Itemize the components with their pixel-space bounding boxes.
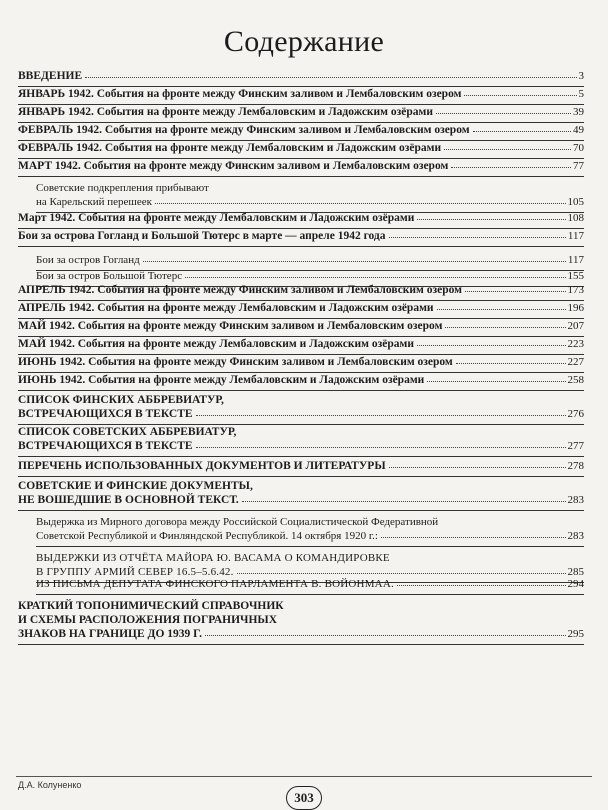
toc-entry-text: ВВЕДЕНИЕ (18, 70, 83, 82)
toc-entry-text: СПИСОК СОВЕТСКИХ АББРЕВИАТУР, (18, 426, 237, 438)
toc-entry-text: ЗНАКОВ НА ГРАНИЦЕ ДО 1939 Г. (18, 628, 203, 640)
dot-leader (437, 309, 566, 310)
toc-page-number: 283 (567, 530, 584, 542)
toc-entry-text: АПРЕЛЬ 1942. События на фронте между Лембаловским и Ладожским озёрами (18, 302, 434, 314)
dot-leader (427, 381, 565, 382)
toc-page-number: 277 (567, 440, 584, 452)
toc-page-number: 196 (567, 302, 584, 314)
toc-entry-text: ФЕВРАЛЬ 1942. События на фронте между Финским заливом и Лембаловским озером (18, 124, 470, 136)
toc-entry-text: ЯНВАРЬ 1942. События на фронте между Лембаловским и Ладожским озёрами (18, 106, 433, 118)
toc-page-number: 117 (567, 254, 584, 266)
entry-underline (36, 546, 584, 547)
toc-page-number: 285 (567, 566, 584, 578)
toc-entry-text: Бои за остров Большой Тютерс (36, 270, 183, 282)
toc-entry-text: МАЙ 1942. События на фронте между Лембаловским и Ладожским озёрами (18, 338, 414, 350)
toc-entry-text: ИЮНЬ 1942. События на фронте между Финским заливом и Лембаловским озером (18, 356, 453, 368)
toc-entry-text: Выдержка из Мирного договора между Российской Социалистической Федеративной (36, 516, 439, 528)
dot-leader (445, 327, 565, 328)
dot-leader (465, 291, 566, 292)
toc-page-number: 223 (567, 338, 584, 350)
entry-underline (18, 336, 584, 337)
toc-entry-text: Советские подкрепления прибывают (36, 182, 209, 194)
toc-entry-text: АПРЕЛЬ 1942. События на фронте между Финским заливом и Лембаловским озером (18, 284, 462, 296)
toc-page-number: 39 (573, 106, 584, 118)
toc-entry-text: И СХЕМЫ РАСПОЛОЖЕНИЯ ПОГРАНИЧНЫХ (18, 614, 278, 626)
toc-entry-text: ЯНВАРЬ 1942. События на фронте между Финским заливом и Лембаловским озером (18, 88, 462, 100)
entry-underline (18, 158, 584, 159)
toc-entry-text: ВСТРЕЧАЮЩИХСЯ В ТЕКСТЕ (18, 440, 193, 452)
dot-leader (242, 501, 566, 502)
toc-entry-text: МАРТ 1942. События на фронте между Финским заливом и Лембаловским озером (18, 160, 449, 172)
toc-page-number: 276 (567, 408, 584, 420)
toc-page-number: 105 (567, 196, 584, 208)
entry-underline (18, 456, 584, 457)
dot-leader (196, 447, 566, 448)
toc-page-number: 173 (567, 284, 584, 296)
toc-entry-text: СПИСОК ФИНСКИХ АББРЕВИАТУР, (18, 394, 224, 406)
page-number: 303 (286, 786, 322, 810)
toc-entry-text: КРАТКИЙ ТОПОНИМИЧЕСКИЙ СПРАВОЧНИК (18, 600, 284, 612)
toc-page-number: 117 (567, 230, 584, 242)
toc-page-number: 77 (573, 160, 584, 172)
entry-underline (18, 318, 584, 319)
toc-page-number: 227 (567, 356, 584, 368)
dot-leader (417, 219, 565, 220)
toc-entry-text: МАЙ 1942. События на фронте между Финским заливом и Лембаловским озером (18, 320, 443, 332)
entry-underline (18, 176, 584, 177)
entry-underline (18, 300, 584, 301)
entry-underline (18, 246, 584, 247)
entry-underline (18, 228, 584, 229)
toc-entry-text: ИЮНЬ 1942. События на фронте между Лембаловским и Ладожским озёрами (18, 374, 425, 386)
toc-page-number: 258 (567, 374, 584, 386)
dot-leader (85, 77, 576, 78)
dot-leader (155, 203, 566, 204)
entry-underline (18, 510, 584, 511)
entry-underline (18, 372, 584, 373)
dot-leader (389, 237, 566, 238)
toc-page-number: 294 (567, 578, 584, 590)
toc-entry-text: ВЫДЕРЖКИ ИЗ ОТЧЁТА МАЙОРА Ю. ВАСАМА О КОМАНДИРОВКЕ (36, 552, 390, 564)
toc-page-number: 49 (573, 124, 584, 136)
toc-page-number: 155 (567, 270, 584, 282)
page-title: Содержание (223, 25, 385, 58)
toc-page-number: 3 (578, 70, 584, 82)
dot-leader (464, 95, 576, 96)
toc-entry-text: Бои за острова Гогланд и Большой Тютерс в марте — апреле 1942 года (18, 230, 386, 242)
toc-page-number: 283 (567, 494, 584, 506)
toc-entry-text: ФЕВРАЛЬ 1942. События на фронте между Лембаловским и Ладожским озёрами (18, 142, 442, 154)
toc-entry-text: Советской Республикой и Финляндской Республикой. 14 октября 1920 г.: (36, 530, 378, 542)
entry-underline (18, 424, 584, 425)
toc-entry-text: В ГРУППУ АРМИЙ СЕВЕР 16.5–5.6.42. (36, 566, 234, 578)
entry-underline (18, 122, 584, 123)
dot-leader (456, 363, 566, 364)
entry-underline (18, 140, 584, 141)
toc-entry-text: ПЕРЕЧЕНЬ ИСПОЛЬЗОВАННЫХ ДОКУМЕНТОВ И ЛИТЕРАТУРЫ (18, 460, 386, 472)
dot-leader (205, 635, 565, 636)
entry-underline (18, 86, 584, 87)
toc-entry-text: Бои за остров Гогланд (36, 254, 140, 266)
entry-underline (18, 354, 584, 355)
dot-leader (389, 467, 566, 468)
entry-underline (18, 390, 584, 391)
toc-entry-text: ИЗ ПИСЬМА ДЕПУТАТА ФИНСКОГО ПАРЛАМЕНТА В. ВОЙОНМАА. (36, 578, 394, 590)
toc-page-number: 207 (567, 320, 584, 332)
toc-entry-text: Март 1942. События на фронте между Лембаловским и Ладожским озёрами (18, 212, 415, 224)
toc-page-number: 70 (573, 142, 584, 154)
toc-entry-text: ВСТРЕЧАЮЩИХСЯ В ТЕКСТЕ (18, 408, 193, 420)
toc-page-number: 278 (567, 460, 584, 472)
dot-leader (397, 585, 566, 586)
dot-leader (444, 149, 571, 150)
entry-underline (18, 644, 584, 645)
entry-underline (36, 594, 584, 595)
dot-leader (451, 167, 571, 168)
toc-entry-text: СОВЕТСКИЕ И ФИНСКИЕ ДОКУМЕНТЫ, (18, 480, 253, 492)
dot-leader (196, 415, 566, 416)
dot-leader (417, 345, 566, 346)
dot-leader (473, 131, 571, 132)
footer-author: Д.А. Колуненко (18, 780, 82, 790)
dot-leader (237, 573, 566, 574)
toc-page-number: 5 (578, 88, 584, 100)
toc-entry-text: на Карельский перешеек (36, 196, 152, 208)
toc-entry-text: НЕ ВОШЕДШИЕ В ОСНОВНОЙ ТЕКСТ. (18, 494, 239, 506)
footer-rule (16, 776, 592, 777)
entry-underline (18, 104, 584, 105)
toc-page-number: 108 (567, 212, 584, 224)
dot-leader (436, 113, 571, 114)
entry-underline (18, 476, 584, 477)
toc-page-number: 295 (567, 628, 584, 640)
dot-leader (381, 537, 566, 538)
dot-leader (143, 261, 566, 262)
dot-leader (185, 277, 565, 278)
